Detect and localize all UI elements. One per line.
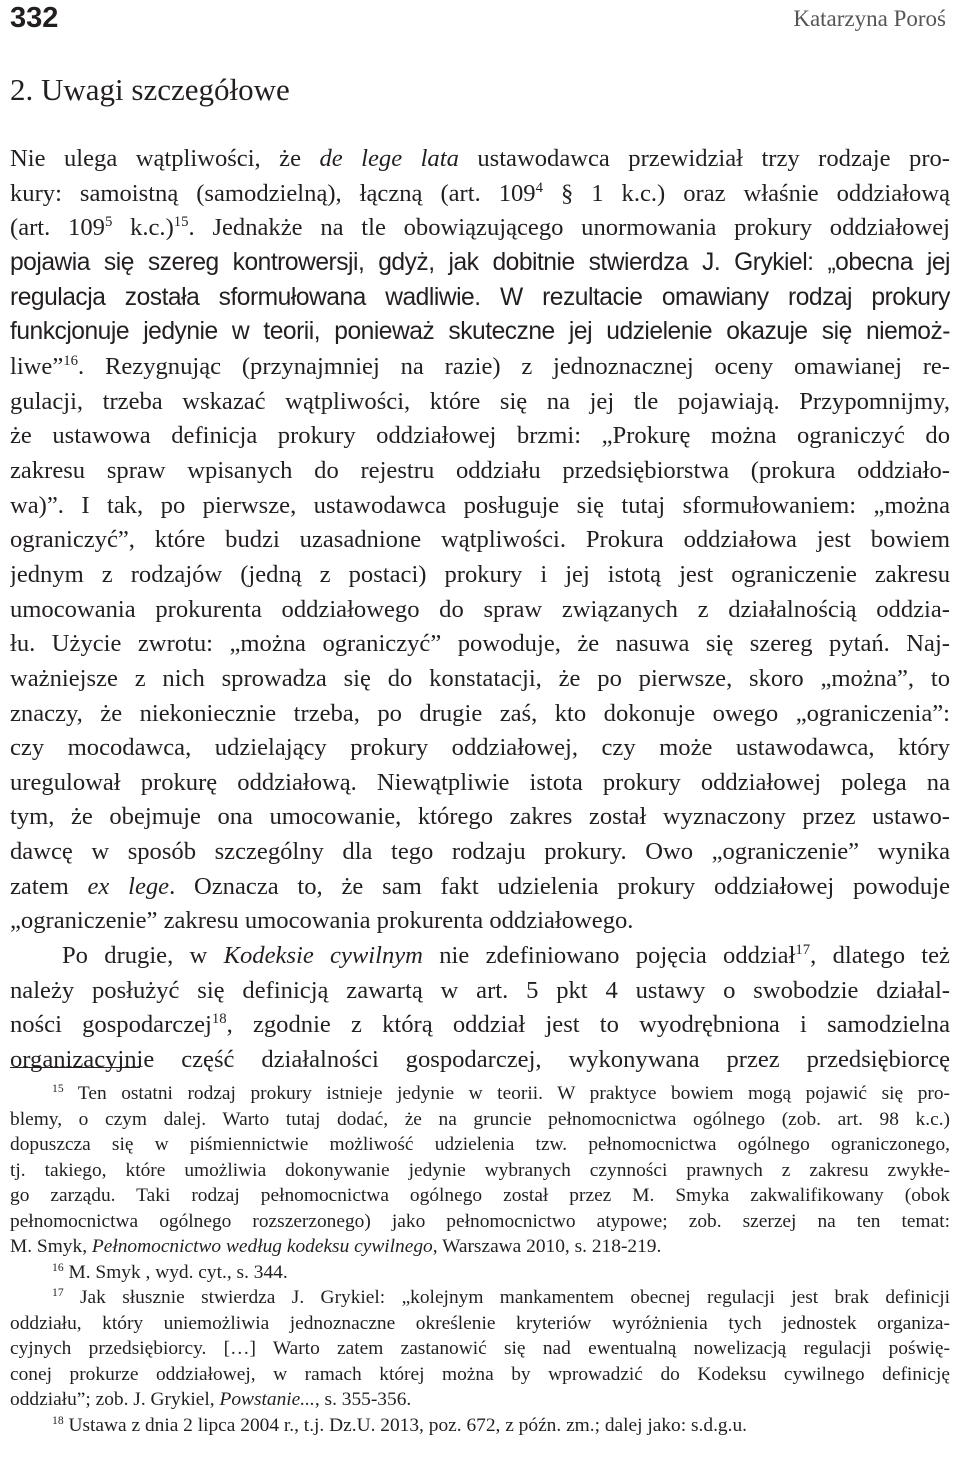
text-line: czy mocodawca, udzielający prokury oddziałowej, czy może ustawodawca, który (10, 734, 950, 762)
text-line: conej prokurze oddziałowej, w ramach której można by wprowadzić do Kodeksu cywilnego definicję (10, 1363, 950, 1385)
running-head-author: Katarzyna Poroś (793, 6, 946, 31)
text-line: ograniczyć”, które budzi uzasadnione wątpliwości. Prokura oddziałowa jest bowiem (10, 526, 950, 554)
text-line: pojawia się szereg kontrowersji, gdyż, jak dobitnie stwierdza J. Grykiel: „obecna jej (10, 248, 950, 276)
text-line: ważniejsze z nich sprowadza się do konstatacji, że po pierwsze, skoro „można”, to (10, 664, 950, 692)
text-line: łu. Użycie zwrotu: „można ograniczyć” powoduje, że nasuwa się szereg pytań. Naj- (10, 630, 950, 658)
text-line: $^{15}$ Ten ostatni rodzaj prokury istnieje jedynie w teorii. W praktyce bowiem mogą pojawić się pro- (52, 1081, 950, 1104)
body-text (10, 142, 950, 1078)
footnote-separator (10, 1067, 140, 1068)
footnote-18 (10, 1413, 950, 1439)
footnote-number: 16 (52, 1260, 64, 1274)
text-line: znaczy, że niekoniecznie trzeba, po drugie zaś, kto dokonuje owego „ograniczenia”: (10, 699, 950, 727)
text-line: jednym z rodzajów (jedną z postaci) prokury i jej istotą jest ograniczenie zakresu (10, 560, 950, 588)
footnote-number: 17 (52, 1285, 64, 1299)
text-line: (art. $109^5$ k.c.)$^{15}$. Jednakże na tle obowiązującego unormowania prokury oddziałowej (10, 214, 950, 242)
text-line: zatem ex lege. Oznacza to, że sam fakt udzielenia prokury oddziałowej powoduje (10, 872, 950, 900)
text-line: M. Smyk, Pełnomocnictwo według kodeksu cywilnego, Warszawa 2010, s. 218-219. (10, 1236, 662, 1257)
footnote-16 (10, 1260, 950, 1286)
text-line: organizacyjnie część działalności gospodarczej, wykonywana przez przedsiębiorcę (10, 1046, 950, 1074)
text-line: zakresu spraw wpisanych do rejestru oddziału przedsiębiorstwa (prokura oddziało- (10, 456, 950, 484)
text-line: należy posłużyć się definicją zawartą w art. 5 pkt 4 ustawy o swobodzie działal- (10, 976, 950, 1004)
text-line: tj. takiego, które umożliwia dokonywanie jedynie wybranych czynności prawnych z zakresu zwykłe- (10, 1159, 950, 1181)
footnote-ref: 16 (63, 352, 79, 369)
page-number: 332 (10, 2, 59, 34)
paragraph (10, 939, 950, 1078)
text-line: „ograniczenie” zakresu umocowania prokurenta oddziałowego. (10, 907, 634, 935)
footnote-ref: 15 (173, 214, 189, 231)
text-line: wa)”. I tak, po pierwsze, ustawodawca posługuje się tutaj sformułowaniem: „można (10, 491, 950, 519)
footnote-17 (10, 1285, 950, 1413)
text-line: oddziału, który uniemożliwia jednoznaczne określenie kryteriów wyróżnienia tych jednostek organiza- (10, 1312, 950, 1334)
text-line: dopuszcza się w piśmiennictwie możliwość udzielenia tzw. pełnomocnictwa ogólnego ograniczonego, (10, 1134, 950, 1155)
text-line: tym, że obejmuje ona umocowanie, którego zakres został wyznaczony przez ustawo- (10, 803, 950, 831)
text-line: $^{18}$ Ustawa z dnia 2 lipca 2004 r., t.j. Dz.U. 2013, poz. 672, z późn. zm.; dalej jako: s.d.g.u. (52, 1413, 748, 1436)
text-line: gulacji, trzeba wskazać wątpliwości, które się na jej tle pojawiają. Przypomnijmy, (10, 387, 950, 415)
text-line: blemy, o czym dalej. Warto tutaj dodać, że na gruncie pełnomocnictwa ogólnego (zob. art. 98 k.c.) (10, 1108, 950, 1130)
text-line: go zarządu. Taki rodzaj pełnomocnictwa ogólnego został przez M. Smyka zakwalifikowany (obok (10, 1185, 950, 1206)
footnote-number: 15 (52, 1081, 64, 1095)
paragraph (10, 142, 950, 939)
section-heading: 2. Uwagi szczegółowe (10, 72, 290, 107)
text-line: dawcę w sposób szczególny dla tego rodzaju prokury. Owo „ograniczenie” wynika (10, 838, 950, 866)
text-line: Po drugie, w Kodeksie cywilnym nie zdefiniowano pojęcia oddział$^{17}$, dlatego też (62, 941, 950, 970)
text-line: liwe”$^{16}$. Rezygnując (przynajmniej na razie) z jednoznacznej oceny omawianej re- (10, 352, 950, 380)
text-line: cyjnych przedsiębiorcy. […] Warto zatem zastanowić się nad ewentualną nowelizacją regulacji poświę- (10, 1338, 950, 1359)
footnotes (10, 1081, 950, 1438)
text-line: kury: samoistną (samodzielną), łączną (art. $109^4$ § 1 k.c.) oraz właśnie oddziałową (10, 179, 950, 207)
text-line: umocowania prokurenta oddziałowego do spraw związanych z działalnością oddzia- (10, 595, 950, 623)
footnote-ref: 17 (795, 941, 811, 958)
footnote-ref: 18 (211, 1011, 227, 1028)
text-line: ności gospodarczej$^{18}$, zgodnie z którą oddział jest to wyodrębniona i samodzielna (10, 1011, 950, 1039)
text-line: $^{17}$ Jak słusznie stwierdza J. Grykiel: „kolejnym mankamentem obecnej regulacji jest brak definicji (52, 1285, 950, 1308)
footnote-number: 18 (52, 1413, 64, 1427)
text-line: Nie ulega wątpliwości, że de lege lata ustawodawca przewidział trzy rodzaje pro- (10, 145, 950, 172)
text-line: regulacja została sformułowana wadliwie. W rezultacie omawiany rodzaj prokury (10, 283, 950, 311)
text-line: oddziału”; zob. J. Grykiel, Powstanie..., s. 355-356. (10, 1389, 412, 1410)
footnote-15 (10, 1081, 950, 1260)
text-line: pełnomocnictwa ogólnego rozszerzonego) jako pełnomocnictwo atypowe; zob. szerzej na ten temat: (10, 1210, 950, 1232)
text-line: że ustawowa definicja prokury oddziałowej brzmi: „Prokurę można ograniczyć do (10, 422, 950, 450)
text-line: funkcjonuje jedynie w teorii, ponieważ skuteczne jej udzielenie okazuje się niemoż- (10, 318, 950, 346)
text-line: $^{16}$ M. Smyk , wyd. cyt., s. 344. (52, 1260, 288, 1283)
text-line: uregulował prokurę oddziałową. Niewątpliwie istota prokury oddziałowej polega na (10, 768, 950, 796)
